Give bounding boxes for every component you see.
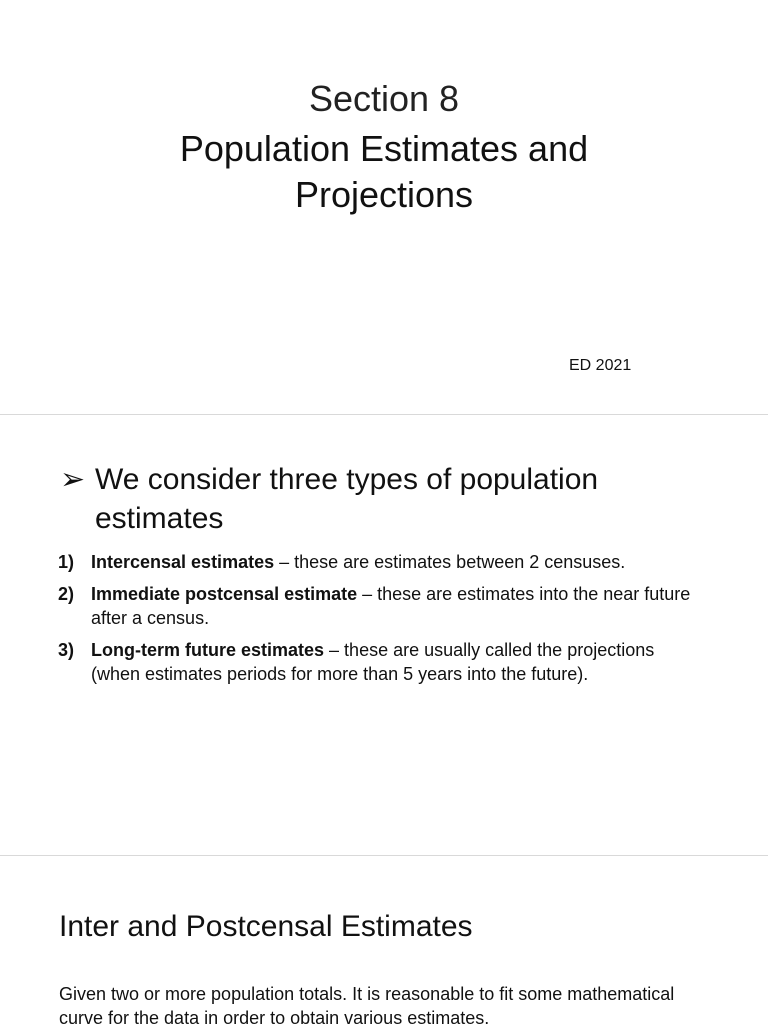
bullet-heading-text: We consider three types of population estimates	[95, 463, 599, 535]
arrow-bullet-icon: ➢	[60, 463, 86, 496]
slide-title-text: Population Estimates and Projections	[179, 128, 589, 215]
slide-heading: Inter and Postcensal Estimates	[59, 910, 473, 943]
list-item-term: Long-term future estimates	[91, 640, 325, 660]
list-item-number: 1)	[58, 552, 75, 572]
slide-divider	[0, 855, 768, 856]
section-label: Section 8	[308, 78, 460, 119]
list-item-term: Immediate postcensal estimate	[91, 584, 358, 604]
list-item-number: 2)	[58, 584, 75, 604]
list-item-number: 3)	[58, 640, 75, 660]
slide-divider	[0, 414, 768, 415]
list-item-description: – these are estimates between 2 censuses.	[274, 552, 626, 572]
slide-body-text: Given two or more population totals. It is reasonable to fit some mathematical curve for the data in order to obtain various estimates.	[59, 984, 675, 1028]
list-item-description: – these are estimates into the near future after a census.	[91, 584, 691, 628]
list-item-description: – these are usually called the projections (when estimates periods for more than 5 years into the future).	[91, 640, 655, 684]
list-item-term: Intercensal estimates	[91, 552, 275, 572]
edition-label: ED 2021	[569, 357, 632, 374]
